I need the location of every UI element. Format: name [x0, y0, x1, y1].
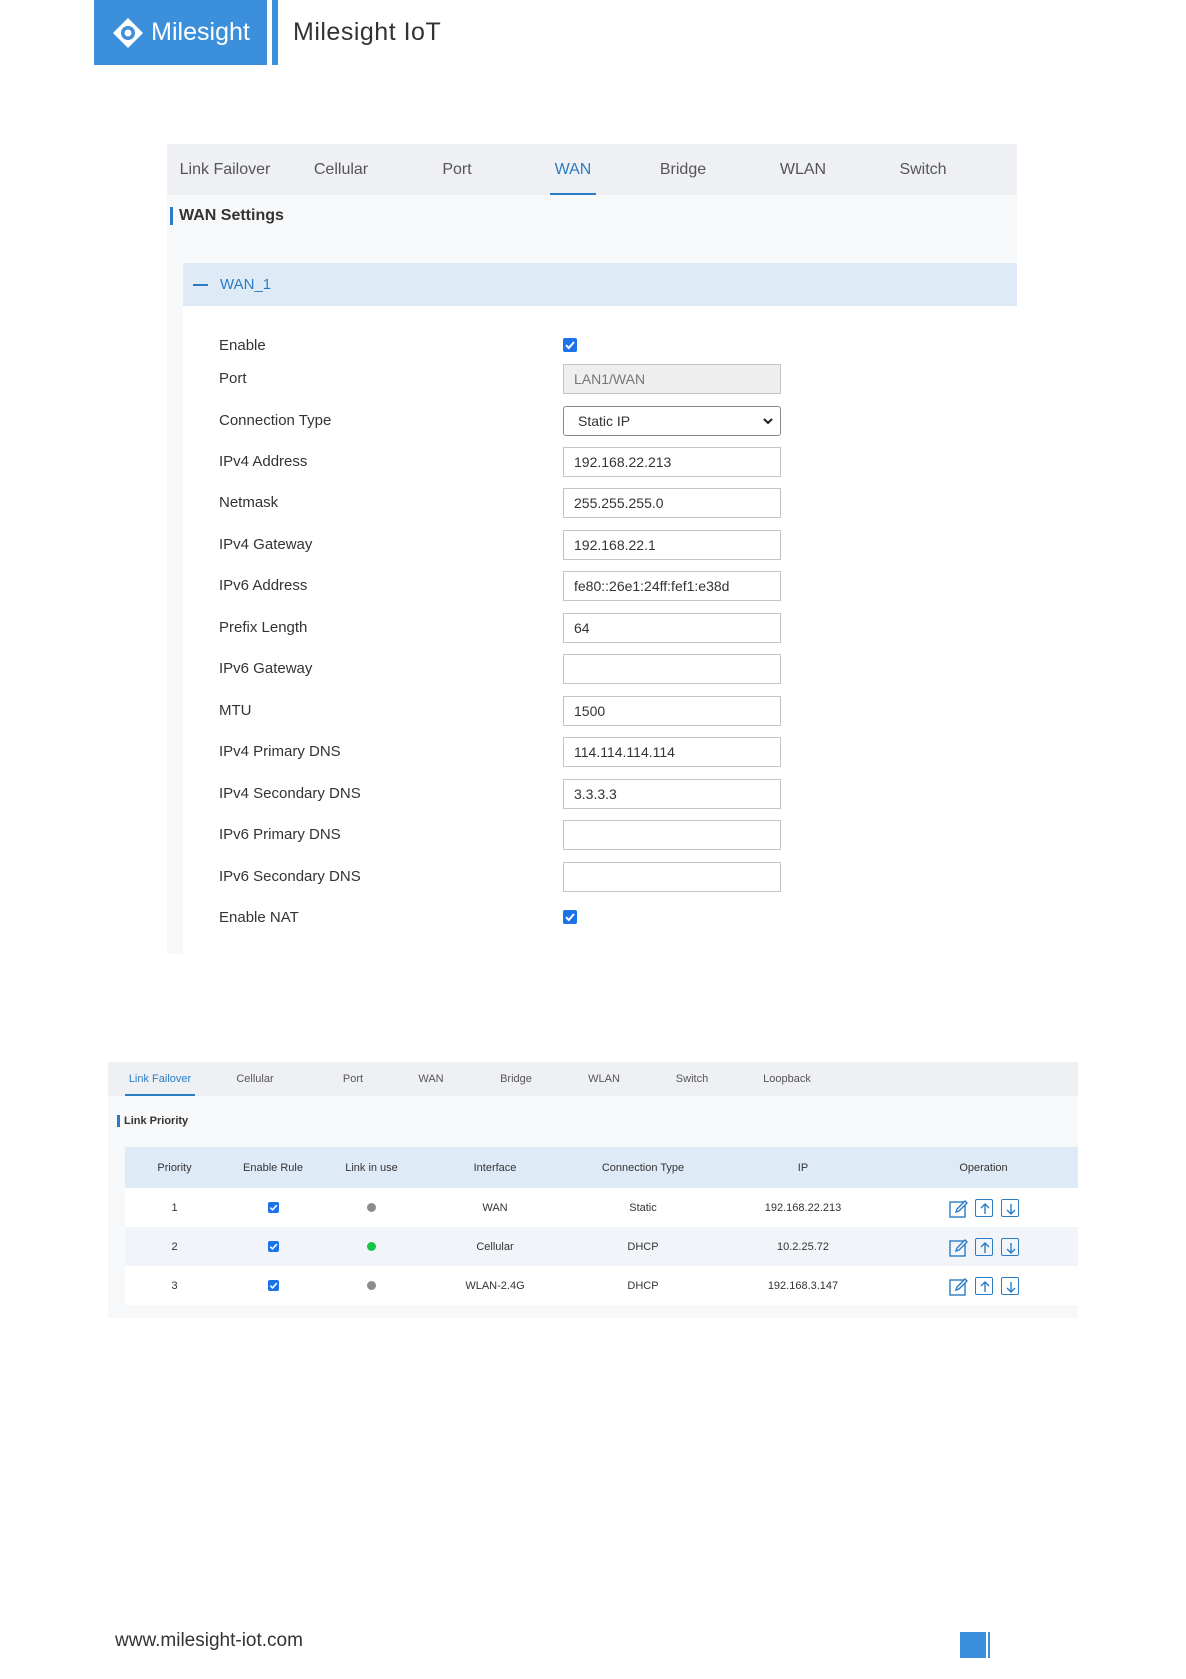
port-field: LAN1/WAN — [563, 364, 781, 394]
tab-port[interactable]: Port — [442, 160, 472, 178]
ipv4-secondary-dns-input[interactable]: 3.3.3.3 — [563, 779, 781, 809]
wan1-accordion-header[interactable] — [183, 263, 1017, 306]
tab-port[interactable]: Port — [342, 1073, 364, 1085]
tab-cellular[interactable]: Cellular — [236, 1073, 274, 1085]
priority-cell: 2 — [171, 1240, 178, 1253]
connection-type-cell: DHCP — [627, 1240, 659, 1253]
enable-rule-cell — [224, 1227, 322, 1266]
section-title-wan-settings: WAN Settings — [170, 207, 284, 225]
netmask-label: Netmask — [219, 494, 279, 511]
wan-settings-screenshot — [167, 144, 1017, 954]
link-in-use-cell — [322, 1227, 421, 1266]
ipv6-gateway-input[interactable] — [563, 654, 781, 684]
move-up-icon[interactable] — [975, 1238, 993, 1256]
ipv4-gateway-input[interactable]: 192.168.22.1 — [563, 530, 781, 560]
port-label: Port — [219, 370, 247, 387]
link-in-use-cell — [322, 1188, 421, 1227]
table-row — [125, 1266, 1078, 1305]
footer-page-marker — [960, 1632, 986, 1658]
enable-rule-cell — [224, 1188, 322, 1227]
prefix-length-label: Prefix Length — [219, 619, 308, 636]
footer-url: www.milesight-iot.com — [115, 1630, 303, 1651]
tab-cellular[interactable]: Cellular — [313, 160, 369, 178]
priority-cell: 3 — [171, 1279, 178, 1292]
prefix-length-input[interactable]: 64 — [563, 613, 781, 643]
brand-title: Milesight IoT — [293, 18, 442, 46]
col-priority: Priority — [157, 1161, 192, 1174]
milesight-logo-icon — [111, 16, 145, 50]
row-ipv6-gateway — [219, 654, 1009, 684]
connection-type-cell: Static — [629, 1201, 657, 1214]
enable-rule-cell — [224, 1266, 322, 1305]
enable-nat-checkbox[interactable] — [563, 910, 577, 924]
chevron-down-icon — [762, 415, 774, 427]
ipv6-secondary-dns-input[interactable] — [563, 862, 781, 892]
edit-icon[interactable] — [949, 1199, 967, 1217]
ipv6-address-label: IPv6 Address — [219, 577, 308, 594]
move-up-icon[interactable] — [975, 1277, 993, 1295]
table-row — [125, 1227, 1078, 1266]
mtu-input[interactable]: 1500 — [563, 696, 781, 726]
tab-wan[interactable]: WAN — [550, 144, 596, 195]
interface-cell: WAN — [482, 1201, 508, 1214]
link-failover-screenshot — [108, 1062, 1078, 1318]
tab-bridge[interactable]: Bridge — [500, 1073, 532, 1085]
connection-type-value: Static IP — [578, 413, 631, 429]
section-title-link-priority: Link Priority — [117, 1115, 188, 1127]
tab-switch[interactable]: Switch — [675, 1073, 709, 1085]
row-ipv6-address — [219, 571, 1009, 601]
tab-wan[interactable]: WAN — [418, 1073, 444, 1085]
tab-wlan[interactable]: WLAN — [588, 1073, 620, 1085]
footer-page-marker-line — [988, 1632, 990, 1658]
tab-link-failover[interactable]: Link Failover — [125, 1062, 195, 1096]
col-operation: Operation — [959, 1161, 1008, 1174]
interface-cell: Cellular — [476, 1240, 514, 1253]
ipv4-address-input[interactable]: 192.168.22.213 — [563, 447, 781, 477]
interface-cell: WLAN-2.4G — [465, 1279, 525, 1292]
ipv4-address-label: IPv4 Address — [219, 453, 308, 470]
enable-checkbox[interactable] — [563, 338, 577, 352]
edit-icon[interactable] — [949, 1238, 967, 1256]
connection-type-label: Connection Type — [219, 412, 332, 429]
ipv6-gateway-label: IPv6 Gateway — [219, 660, 313, 677]
ipv4-secondary-dns-label: IPv4 Secondary DNS — [219, 785, 361, 802]
row-ipv6-secondary-dns — [219, 862, 1009, 892]
operation-cell — [889, 1188, 1078, 1227]
ipv6-primary-dns-label: IPv6 Primary DNS — [219, 826, 341, 843]
tab-bridge[interactable]: Bridge — [659, 160, 707, 178]
enable-nat-label: Enable NAT — [219, 909, 299, 926]
enable-rule-checkbox[interactable] — [268, 1241, 279, 1252]
move-up-icon[interactable] — [975, 1199, 993, 1217]
ip-cell: 192.168.3.147 — [767, 1279, 839, 1292]
enable-rule-checkbox[interactable] — [268, 1280, 279, 1291]
ipv4-primary-dns-input[interactable]: 114.114.114.114 — [563, 737, 781, 767]
ipv6-secondary-dns-label: IPv6 Secondary DNS — [219, 868, 361, 885]
enable-rule-checkbox[interactable] — [268, 1202, 279, 1213]
move-down-icon[interactable] — [1001, 1199, 1019, 1217]
tab-bar — [108, 1062, 1078, 1096]
col-link-in-use: Link in use — [345, 1161, 398, 1174]
priority-cell: 1 — [171, 1201, 178, 1214]
row-ipv4-secondary-dns — [219, 779, 1009, 809]
row-ipv4-primary-dns — [219, 737, 1009, 767]
row-enable — [219, 331, 1009, 361]
status-dot-icon — [367, 1203, 376, 1212]
table-row — [125, 1188, 1078, 1227]
edit-icon[interactable] — [949, 1277, 967, 1295]
ipv4-gateway-label: IPv4 Gateway — [219, 536, 313, 553]
operation-cell — [889, 1266, 1078, 1305]
col-ip: IP — [797, 1161, 809, 1174]
logo-text: Milesight — [151, 18, 250, 46]
row-port — [219, 364, 1009, 394]
row-connection-type — [219, 406, 1009, 436]
link-in-use-cell — [322, 1266, 421, 1305]
tab-link-failover[interactable]: Link Failover — [179, 160, 271, 178]
row-ipv4-address — [219, 447, 1009, 477]
tab-loopback[interactable]: Loopback — [763, 1073, 811, 1085]
move-down-icon[interactable] — [1001, 1238, 1019, 1256]
accordion-title: WAN_1 — [220, 276, 272, 293]
wan1-form — [183, 306, 1017, 954]
row-enable-nat — [219, 903, 1009, 933]
row-ipv4-gateway — [219, 530, 1009, 560]
netmask-input[interactable]: 255.255.255.0 — [563, 488, 781, 518]
table-header — [125, 1147, 1078, 1188]
tab-switch[interactable]: Switch — [899, 160, 947, 178]
col-connection-type: Connection Type — [601, 1161, 685, 1174]
milesight-logo — [94, 0, 267, 65]
connection-type-select[interactable] — [563, 406, 781, 436]
mtu-label: MTU — [219, 702, 252, 719]
operation-cell — [889, 1227, 1078, 1266]
status-dot-icon — [367, 1281, 376, 1290]
move-down-icon[interactable] — [1001, 1277, 1019, 1295]
tab-bar — [167, 144, 1017, 195]
row-netmask — [219, 488, 1009, 518]
tab-wlan[interactable]: WLAN — [779, 160, 827, 178]
row-ipv6-primary-dns — [219, 820, 1009, 850]
ipv4-primary-dns-label: IPv4 Primary DNS — [219, 743, 341, 760]
status-dot-icon — [367, 1242, 376, 1251]
row-mtu — [219, 696, 1009, 726]
header-divider — [272, 0, 278, 65]
col-enable-rule: Enable Rule — [243, 1161, 303, 1174]
connection-type-cell: DHCP — [627, 1279, 659, 1292]
link-priority-table — [125, 1147, 1078, 1305]
ip-cell: 192.168.22.213 — [764, 1201, 842, 1214]
ipv6-address-input[interactable]: fe80::26e1:24ff:fef1:e38d — [563, 571, 781, 601]
enable-label: Enable — [219, 337, 266, 354]
row-prefix-length — [219, 613, 1009, 643]
ipv6-primary-dns-input[interactable] — [563, 820, 781, 850]
col-interface: Interface — [473, 1161, 517, 1174]
ip-cell: 10.2.25.72 — [777, 1240, 829, 1253]
collapse-minus-icon[interactable] — [193, 284, 208, 286]
